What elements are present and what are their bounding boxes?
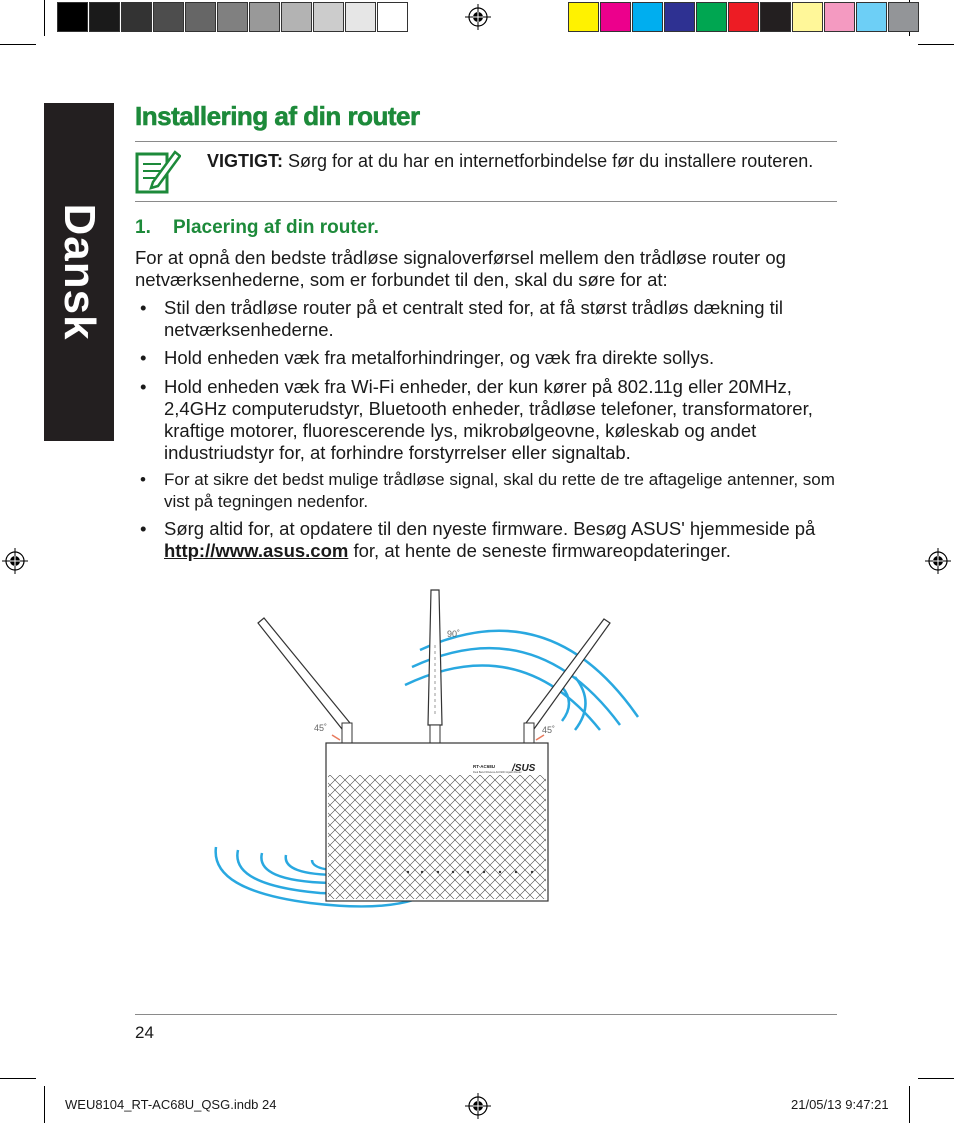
crop-mark [44, 1086, 45, 1123]
list-item-text: Sørg altid for, at opdatere til den nyeste firmware. Besøg ASUS' hjemmeside på http://www.asus.com for, at hente de seneste firmwareopdateringer. [164, 518, 816, 561]
router-antenna-illustration [190, 585, 710, 915]
router-subtitle: Dual Band Wireless-AC1900 Gigabit Router [473, 771, 522, 774]
section-title: Placering af din router. [173, 217, 379, 238]
note-body: Sørg for at du har en internetforbindelse før du installere routeren. [283, 151, 814, 171]
section-number: 1. [135, 217, 151, 238]
note-label: VIGTIGT: [207, 151, 283, 171]
crop-mark [0, 1078, 36, 1079]
list-item: • For at sikre det bedst mulige trådløse signal, skal du rette de tre aftagelige antenner, som vist på tegningen nedenfor. [135, 469, 840, 513]
color-swatch [185, 2, 216, 32]
list-item-text: Hold enheden væk fra Wi-Fi enheder, der kun kører på 802.11g eller 20MHz, 2,4GHz computerudstyr, Bluetooth enheder, trådløse telefoner, transformatorer, kraftige motorer, fluorescerende lys, mikrobølgeovne, køleskab og andet industriudstyr for, at forhindre forstyrrelser eller signaltab. [164, 376, 813, 463]
color-swatch [57, 2, 88, 32]
list-item: • Stil den trådløse router på et centralt sted for, at få størst trådløs dækning til netværksenhederne. [135, 297, 840, 341]
language-label: Dansk [55, 203, 104, 341]
registration-mark-icon [465, 1093, 491, 1119]
footer-filename: WEU8104_RT-AC68U_QSG.indb 24 [65, 1097, 277, 1112]
crop-mark [0, 44, 36, 45]
color-swatch [121, 2, 152, 32]
color-swatch [760, 2, 791, 32]
antenna-left [258, 618, 352, 745]
angle-label-center: 90˚ [447, 629, 461, 639]
page-title: Installering af din router [135, 101, 420, 131]
color-swatch [281, 2, 312, 32]
router-body [326, 743, 548, 901]
registration-mark-icon [925, 548, 951, 574]
list-item: • Sørg altid for, at opdatere til den nyeste firmware. Besøg ASUS' hjemmeside på http://www.asus.com for, at hente de seneste firmwareopdateringer. [135, 518, 840, 562]
color-swatch [89, 2, 120, 32]
color-swatch [345, 2, 376, 32]
crop-mark [918, 1078, 954, 1079]
intro-paragraph: For at opnå den bedste trådløse signaloverførsel mellem den trådløse router og netværksenhederne, som er forbundet til den, skal du søre for at: [135, 247, 786, 290]
list-item: • Hold enheden væk fra metalforhindringer, og væk fra direkte sollys. [135, 347, 840, 369]
color-swatch [217, 2, 248, 32]
angle-label-left: 45˚ [314, 723, 328, 733]
list-item-text: Hold enheden væk fra metalforhindringer, og væk fra direkte sollys. [164, 347, 715, 368]
list-item-text: For at sikre det bedst mulige trådløse signal, skal du rette de tre aftagelige antenner, som vist på tegningen nedenfor. [164, 470, 835, 511]
registration-mark-icon [2, 548, 28, 574]
color-swatch [728, 2, 759, 32]
list-item-text: Stil den trådløse router på et centralt sted for, at få størst trådløs dækning til netværksenhederne. [164, 297, 783, 340]
color-swatch [824, 2, 855, 32]
color-swatch [696, 2, 727, 32]
angle-label-right: 45˚ [542, 725, 556, 735]
color-swatch [600, 2, 631, 32]
note-pencil-icon [135, 146, 181, 194]
color-swatch [888, 2, 919, 32]
registration-mark-icon [465, 4, 491, 30]
footer-timestamp: 21/05/13 9:47:21 [791, 1097, 889, 1112]
crop-mark [918, 44, 954, 45]
language-side-tab [44, 103, 114, 441]
color-swatch [153, 2, 184, 32]
color-swatch [664, 2, 695, 32]
color-swatch [568, 2, 599, 32]
list-item: • Hold enheden væk fra Wi-Fi enheder, der kun kører på 802.11g eller 20MHz, 2,4GHz computerudstyr, Bluetooth enheder, trådløse telefoner, transformatorer, kraftige motorer, fluorescerende lys, mikrobølgeovne, køleskab og andet industriudstyr for, at forhindre forstyrrelser eller signaltab. [135, 376, 840, 464]
antenna-center [428, 590, 442, 745]
color-swatch [377, 2, 408, 32]
section-heading [135, 217, 379, 239]
asus-website-link[interactable]: http://www.asus.com [164, 540, 349, 561]
process-color-bar [568, 2, 920, 32]
asus-logo: /SUS [512, 763, 536, 774]
color-swatch [792, 2, 823, 32]
color-swatch [313, 2, 344, 32]
divider [135, 141, 837, 142]
color-swatch [249, 2, 280, 32]
crop-mark [44, 0, 45, 36]
divider [135, 201, 837, 202]
color-swatch [632, 2, 663, 32]
crop-mark [909, 1086, 910, 1123]
color-swatch [856, 2, 887, 32]
gray-color-bar [57, 2, 409, 32]
divider [135, 1014, 837, 1015]
router-model-label: RT-AC68U [473, 764, 496, 769]
page-number: 24 [135, 1023, 154, 1042]
important-note [207, 150, 827, 172]
